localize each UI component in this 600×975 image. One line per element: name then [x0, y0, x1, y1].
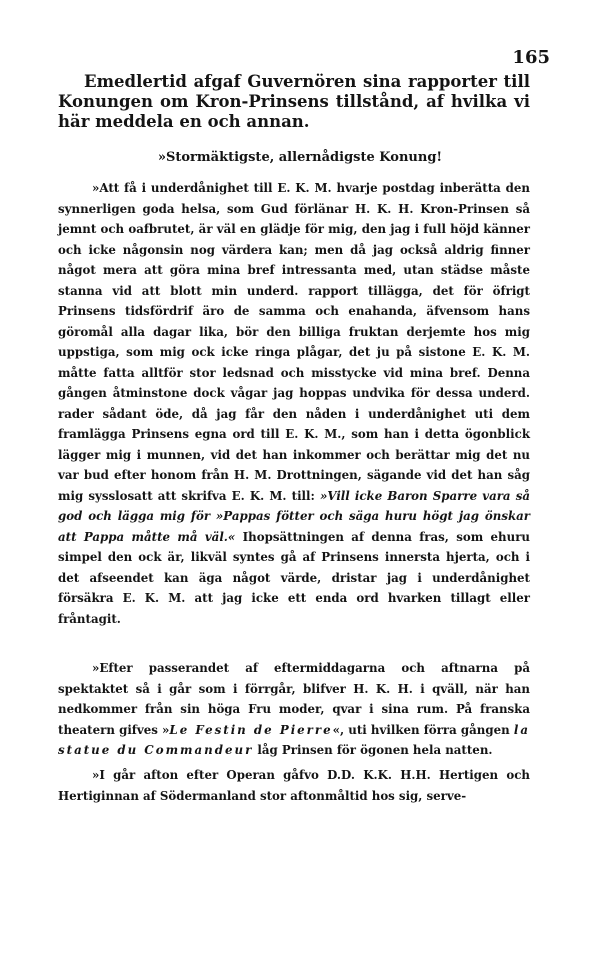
letter-paragraph-3: »I går afton efter Operan gåfvo D.D. K.K. H.H. Hertigen och Hertiginnan af Södermanland stor aftonmåltid hos sig, serve-	[58, 768, 530, 803]
paragraph-2-text: »Efter passerandet af eftermiddagarna och aftnarna på spektaktet så i går som i förrgår, blifver H. K. H. i qväll, när han nedkommer från sin höga Fru moder, qvar i sina rum. På franska theatern gifves »	[58, 661, 530, 737]
paragraph-1-text: »Att få i underdånighet till E. K. M. hvarje postdag inberätta den synnerligen goda helsa, som Gud förlänar H. K. H. Kron-Prinsen så jemnt och oafbrutet, är väl en glädje för mig, den jag i full höjd känner och icke någonsin nog värdera kan; men då jag också aldrig finner något mera att göra mina bref intressanta med, utan städse måste stanna vid att blott min underd. rapport tillägga, det för öfrigt Prinsens tidsfördrif äro de samma och enahanda, äfvensom hans göromål alla dagar lika, bör den billiga fruktan derjemte hos mig uppstiga, som mig ock icke ringa plågar, det ju på sistone E. K. M. måtte fatta alltför stor ledsnad och misstycke vid mina bref. Denna gången åtminstone dock vågar jag hoppas undvika för dessa underd. rader sådant öde, då jag får den nåden i underdånighet uti dem framlägga Prinsens egna ord till E. K. M., som han i detta ögonblick lägger mig i munnen, vid det han inkommer och berättar mig det nu var bud efter honom från H. M. Drottningen, sägande vid det han såg mig sysslosatt att skrifva E. K. M. till:	[58, 181, 530, 503]
paragraph-1-text-cont: Ihopsättningen af denna fras, som ehuru simpel den ock är, likväl syntes gå af Prinsens innersta hjerta, och i det afseendet kan äga något värde, dristar jag i underdånighet försäkra E. K. M. att jag icke ett enda ord hvarken tillagt eller fråntagit.	[58, 529, 530, 626]
prince-quote: »Vill icke Baron Sparre vara så god och lägga mig för »Pappas fötter och säga huru högt jag önskar att Pappa måtte må väl.«	[58, 488, 530, 544]
heading-paragraph: Emedlertid afgaf Guvernören sina rapporter till Konungen om Kron-Prinsens tillstånd, af hvilka vi här meddela en och annan.	[58, 72, 530, 131]
paragraph-2-text-end: låg Prinsen för ögonen hela natten.	[253, 743, 493, 757]
statue-title: la statue du Commandeur	[58, 722, 530, 757]
page-number: 165	[512, 47, 550, 68]
paragraph-2-text-mid: «, uti hvilken förra gången	[332, 722, 514, 737]
letter-paragraph-1	[58, 178, 530, 629]
play-title: Le Festin de Pierre	[169, 722, 333, 737]
letter-paragraph-2	[58, 658, 530, 761]
salutation: »Stormäktigste, allernådigste Konung!	[157, 150, 443, 165]
